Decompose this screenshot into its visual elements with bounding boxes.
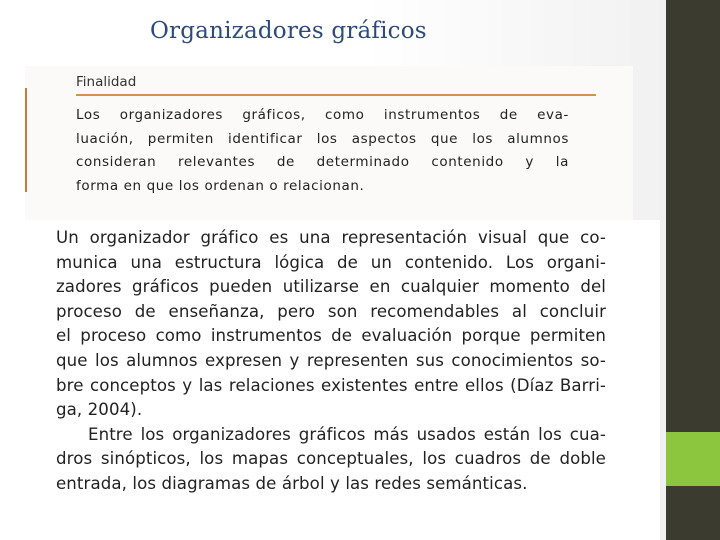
body-line: que los alumnos expresen y representen sus conocimientos so-: [56, 350, 606, 370]
body-line: ga, 2004).: [56, 400, 143, 420]
body-line: el proceso como instrumentos de evaluación porque permiten: [56, 326, 606, 346]
body-line: Entre los organizadores gráficos más usados están los cua-: [88, 424, 606, 444]
box-left-rule: [25, 88, 27, 192]
box-line: Los organizadores gráficos, como instrumentos de eva-: [76, 107, 569, 123]
box-heading-rule: [76, 94, 596, 96]
body-line: entrada, los diagramas de árbol y las redes semánticas.: [56, 473, 528, 493]
right-accent-square: [666, 432, 720, 486]
box-heading: Finalidad: [76, 74, 137, 90]
body-line: Un organizador gráfico es una representación visual que co-: [56, 228, 606, 247]
body-line: proceso de enseñanza, pero son recomendables al concluir: [56, 301, 606, 321]
body-line: munica una estructura lógica de un contenido. Los organi-: [56, 252, 606, 272]
box-line: consideran relevantes de determinado contenido y la: [76, 154, 569, 170]
body-line: bre conceptos y las relaciones existentes entre ellos (Díaz Barri-: [56, 375, 606, 395]
box-line: forma en que los ordenan o relacionan.: [76, 177, 365, 194]
box-paragraph: [76, 104, 569, 198]
slide-title: Organizadores gráficos: [150, 18, 427, 44]
box-line: luación, permiten identificar los aspectos que los alumnos: [76, 130, 569, 147]
body-line: zadores gráficos pueden utilizarse en cualquier momento del: [56, 277, 606, 297]
body-line: dros sinópticos, los mapas conceptuales, los cuadros de doble: [56, 449, 606, 469]
body-paragraphs: [56, 226, 606, 497]
